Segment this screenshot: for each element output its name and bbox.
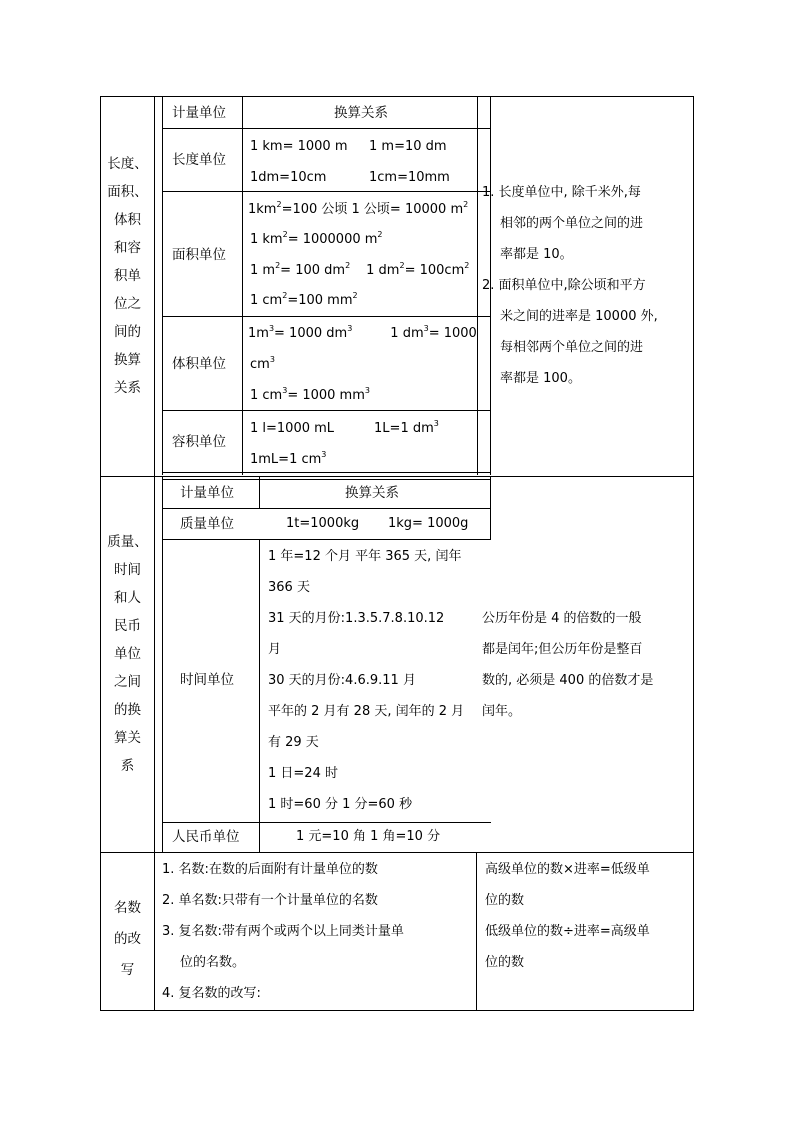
- time-unit-label: 时间单位: [180, 672, 234, 688]
- section1-note-line: 米之间的进率是 10000 外,: [500, 309, 658, 324]
- volume-relation-3: 1 $cm^3= 1000$ $mm^3$: [250, 386, 370, 403]
- section1-note-line: 2. 面积单位中,除公顷和平方: [482, 278, 646, 293]
- time-relation-line: 30 天的月份:4.6.9.11 月: [268, 673, 416, 688]
- length-relation-2a: 1dm=10cm: [250, 170, 327, 185]
- named-number-item: 1. 名数:在数的后面附有计量单位的数: [162, 862, 378, 877]
- section1-note-line: 率都是 100。: [500, 371, 581, 386]
- section2-note-line: 都是闰年;但公历年份是整百: [482, 642, 643, 657]
- section1-note-line: 1. 长度单位中, 除千米外,每: [482, 185, 641, 200]
- mass-relation-b: 1kg= 1000g: [388, 516, 469, 531]
- capacity-relation-2: 1mL=1 $cm^3$: [250, 450, 327, 467]
- time-relation-line: 366 天: [268, 580, 310, 595]
- header-unit-label: 计量单位: [172, 105, 226, 121]
- section1-category: 长度、 面积、 体积 和容 积单 位之 间的 换算 关系: [107, 156, 148, 396]
- section2-note-line: 数的, 必须是 400 的倍数才是: [482, 673, 654, 688]
- time-relation-line: 1 年=12 个月 平年 365 天, 闰年: [268, 549, 462, 564]
- time-relation-line: 1 日=24 时: [268, 766, 338, 781]
- length-relation-1b: 1 m=10 dm: [369, 139, 447, 154]
- time-relation-line: 月: [268, 642, 282, 657]
- section2-note-line: 闰年。: [482, 704, 522, 719]
- area-relation-3: 1 $m^2= 100$ $dm^2$ 1 $dm^2= 100cm^2$: [250, 261, 470, 278]
- named-number-item: 4. 复名数的改写:: [162, 986, 261, 1001]
- section3-category: 名数 的改 写: [114, 900, 141, 978]
- time-relation-line: 平年的 2 月有 28 天, 闰年的 2 月: [268, 704, 465, 719]
- length-unit-label: 长度单位: [172, 152, 226, 168]
- named-number-item: 3. 复名数:带有两个或两个以上同类计量单: [162, 924, 404, 939]
- section2-note-line: 公历年份是 4 的倍数的一般: [482, 611, 642, 626]
- named-number-item: 2. 单名数:只带有一个计量单位的名数: [162, 893, 378, 908]
- volume-relation-1: $1m^3= 1000$ $dm^3$ 1 $dm^3= 1000$: [248, 324, 477, 341]
- header-relation-label: 换算关系: [334, 105, 388, 121]
- time-relation-line: 1 时=60 分 1 分=60 秒: [268, 797, 413, 812]
- time-relation-line: 31 天的月份:1.3.5.7.8.10.12: [268, 611, 445, 626]
- capacity-relation-1: 1 l=1000 mL 1L=1 $dm^3$: [250, 419, 439, 436]
- conversion-rule-line: 位的数: [485, 893, 525, 908]
- length-relation-2b: 1cm=10mm: [369, 170, 450, 185]
- mass-relation-a: 1t=1000kg: [286, 516, 360, 531]
- area-relation-4: 1 $cm^2=100$ $mm^2$: [250, 291, 358, 308]
- section2-category: 质量、 时间 和人 民币 单位 之间 的换 算关 系: [107, 534, 148, 774]
- volume-relation-2: $cm^3$: [250, 355, 275, 372]
- volume-unit-label: 体积单位: [172, 356, 226, 372]
- conversion-rule-line: 高级单位的数×进率=低级单: [485, 862, 650, 877]
- named-number-item: 位的名数。: [180, 955, 246, 970]
- rmb-unit-label: 人民币单位: [172, 829, 240, 845]
- area-unit-label: 面积单位: [172, 247, 226, 263]
- area-relation-1: $1km^2=100$ 公顷 1 公顷= 10000 $m^2$: [248, 200, 469, 217]
- section1-note-line: 相邻的两个单位之间的进: [500, 216, 644, 231]
- conversion-rule-line: 低级单位的数÷进率=高级单: [485, 924, 650, 939]
- length-relation-1a: 1 km= 1000 m: [250, 139, 348, 154]
- header-unit-label: 计量单位: [180, 485, 234, 501]
- header-relation-label: 换算关系: [345, 485, 399, 501]
- mass-unit-label: 质量单位: [180, 516, 234, 532]
- area-relation-2: 1 $km^2= 1000000$ $m^2$: [250, 230, 383, 247]
- time-relation-line: 有 29 天: [268, 735, 319, 750]
- rmb-relation: 1 元=10 角 1 角=10 分: [296, 829, 441, 844]
- capacity-unit-label: 容积单位: [172, 434, 226, 450]
- conversion-rule-line: 位的数: [485, 955, 525, 970]
- section1-note-line: 每相邻两个单位之间的进: [500, 340, 644, 355]
- section1-note-line: 率都是 10。: [500, 247, 573, 262]
